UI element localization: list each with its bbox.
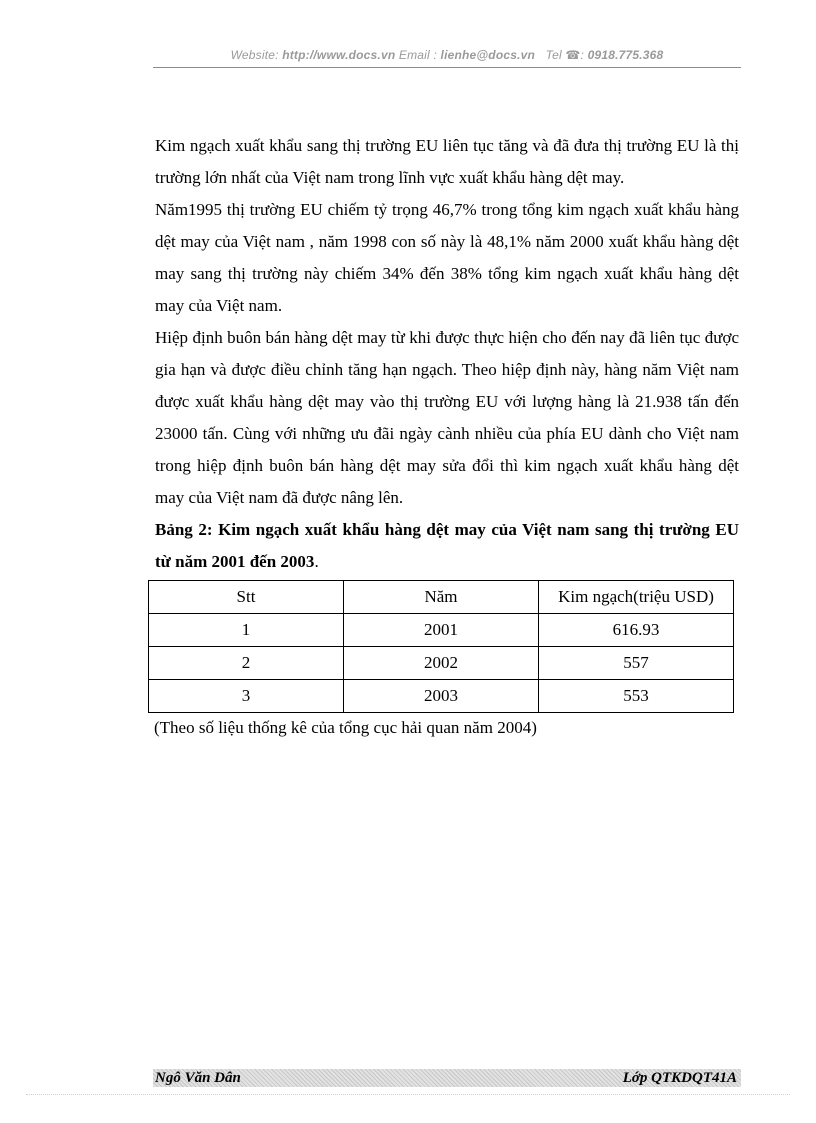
footer-author: Ngô Văn Dân — [155, 1070, 241, 1086]
table-source-note: (Theo số liệu thống kê của tổng cục hải quan năm 2004) — [154, 718, 537, 737]
page-footer — [153, 1069, 741, 1087]
table-caption-text: Bảng 2: Kim ngạch xuất khẩu hàng dệt may của Việt nam sang thị trường EU từ năm 2001 đến 2003 — [155, 520, 739, 571]
table-header-row — [149, 581, 734, 614]
export-table — [148, 580, 734, 713]
table-row — [149, 680, 734, 713]
footer-class: Lớp QTKDQT41A — [622, 1070, 737, 1086]
header-divider — [153, 67, 741, 68]
website-label: Website: — [230, 48, 279, 62]
tel-number: 0918.775.368 — [587, 48, 664, 62]
website-url[interactable]: http://www.docs.vn — [282, 48, 396, 62]
cell-year: 2002 — [344, 647, 539, 680]
header-year: Năm — [344, 581, 539, 614]
table-row — [149, 647, 734, 680]
page-edge-divider — [26, 1094, 790, 1095]
cell-value: 616.93 — [539, 614, 734, 647]
document-body — [155, 130, 739, 741]
paragraph-1: Kim ngạch xuất khẩu sang thị trường EU liên tục tăng và đã đưa thị trường EU là thị trường lớn nhất của Việt nam trong lĩnh vực xuất khẩu hàng dệt may. — [155, 136, 739, 187]
header-stt: Stt — [149, 581, 344, 614]
email-label: Email : — [398, 48, 437, 62]
tel-label: Tel ☎: — [545, 48, 585, 62]
cell-year: 2001 — [344, 614, 539, 647]
cell-value: 553 — [539, 680, 734, 713]
cell-stt: 2 — [149, 647, 344, 680]
paragraph-3: Hiệp định buôn bán hàng dệt may từ khi được thực hiện cho đến nay đã liên tục được gia hạn và được điều chỉnh tăng hạn ngạch. Theo hiệp định này, hàng năm Việt nam được xuất khẩu hàng dệt may vào thị trường EU với lượng hàng là 21.938 tấn đến 23000 tấn. Cùng với những ưu đãi ngày cành nhiều của phía EU dành cho Việt nam trong hiệp định buôn bán hàng dệt may sửa đổi thì kim ngạch xuất khẩu hàng dệt may của Việt nam đã được nâng lên. — [155, 328, 739, 507]
cell-stt: 1 — [149, 614, 344, 647]
table-row — [149, 614, 734, 647]
page-header — [153, 48, 741, 62]
cell-year: 2003 — [344, 680, 539, 713]
table-caption — [155, 514, 739, 578]
cell-value: 557 — [539, 647, 734, 680]
paragraph-2: Năm1995 thị trường EU chiếm tỷ trọng 46,7% trong tổng kim ngạch xuất khẩu hàng dệt may của Việt nam , năm 1998 con số này là 48,1% năm 2000 xuất khẩu hàng dệt may sang thị trường này chiếm 34% đến 38% tổng kim ngạch xuất khẩu hàng dệt may của Việt nam. — [155, 200, 739, 315]
table-caption-end: . — [314, 552, 319, 571]
cell-stt: 3 — [149, 680, 344, 713]
email-link[interactable]: lienhe@docs.vn — [440, 48, 536, 62]
header-value: Kim ngạch(triệu USD) — [539, 581, 734, 614]
